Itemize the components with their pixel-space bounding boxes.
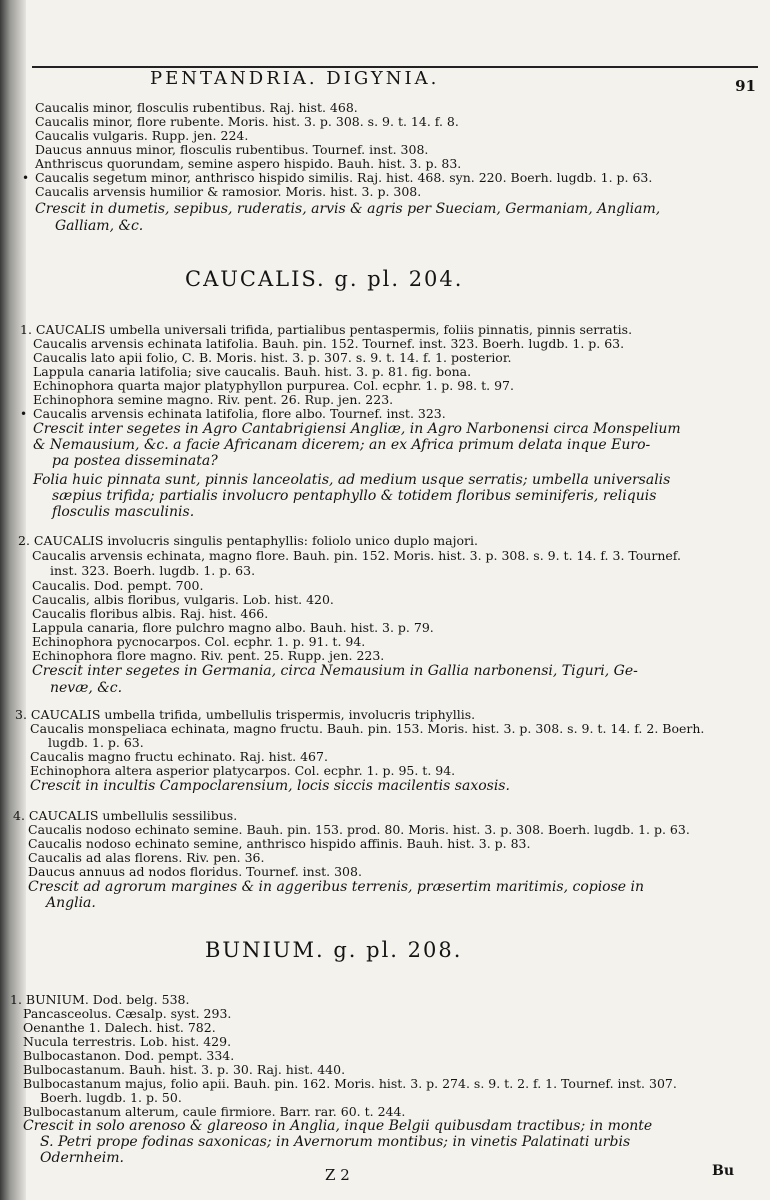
synonym-line: Bulbocastanum alterum, caule firmiore. Barr. rar. 60. t. 244.: [23, 1104, 406, 1119]
species-diagnosis: 1. CAUCALIS umbella universali trifida, partialibus pentaspermis, foliis pinnatis, pinnis serratis.: [20, 322, 633, 337]
synonym-line: Echinophora flore magno. Riv. pent. 25. Rupp. jen. 223.: [32, 648, 385, 663]
synonym-line: Caucalis arvensis echinata, magno flore. Bauh. pin. 152. Moris. hist. 3. p. 308. s. 9. t. 14. f. 3. Tournef.: [32, 548, 681, 563]
habitat-line: Crescit ad agrorum margines & in aggeribus terrenis, præsertim maritimis, copiose in: [28, 879, 645, 895]
habitat-line: Anglia.: [46, 895, 96, 911]
synonym-line: Echinophora pycnocarpos. Col. ecphr. 1. p. 91. t. 94.: [32, 634, 366, 649]
species-diagnosis: 2. CAUCALIS involucris singulis pentaphyllis: foliolo unico duplo majori.: [18, 533, 478, 548]
genus-heading-bunium: BUNIUM. g. pl. 208.: [205, 938, 463, 962]
synonym-line: Caucalis minor, flosculis rubentibus. Raj. hist. 468.: [35, 100, 358, 115]
synonym-line: Oenanthe 1. Dalech. hist. 782.: [23, 1020, 216, 1035]
habitat-line: Crescit in incultis Campoclarensium, locis siccis macilentis saxosis.: [30, 778, 510, 794]
synonym-line: Pancasceolus. Cæsalp. syst. 293.: [23, 1006, 232, 1021]
synonym-line: Caucalis nodoso echinato semine. Bauh. pin. 153. prod. 80. Moris. hist. 3. p. 308. Boerh. lugdb. 1. p. 63.: [28, 822, 690, 837]
running-header: PENTANDRIA. DIGYNIA.: [150, 68, 440, 89]
synonym-line: Caucalis arvensis echinata latifolia, flore albo. Tournef. inst. 323.: [33, 406, 446, 421]
habitat-line: nevæ, &c.: [50, 680, 123, 696]
synonym-line: Caucalis minor, flore rubente. Moris. hist. 3. p. 308. s. 9. t. 14. f. 8.: [35, 114, 459, 129]
habitat-line: Crescit inter segetes in Agro Cantabrigiensi Angliæ, in Agro Narbonensi circa Monspelium: [33, 421, 681, 437]
synonym-line: Echinophora altera asperior platycarpos. Col. ecphr. 1. p. 95. t. 94.: [30, 763, 456, 778]
synonym-line: inst. 323. Boerh. lugdb. 1. p. 63.: [50, 563, 256, 578]
synonym-line: Caucalis vulgaris. Rupp. jen. 224.: [35, 128, 249, 143]
description-line: Folia huic pinnata sunt, pinnis lanceolatis, ad medium usque serratis; umbella universalis: [33, 472, 671, 488]
synonym-line: Lappula canaria, flore pulchro magno albo. Bauh. hist. 3. p. 79.: [32, 620, 434, 635]
synonym-line: Caucalis floribus albis. Raj. hist. 466.: [32, 606, 269, 621]
synonym-line: Nucula terrestris. Lob. hist. 429.: [23, 1034, 232, 1049]
bullet-mark: •: [20, 407, 28, 421]
synonym-line: Caucalis arvensis humilior & ramosior. Moris. hist. 3. p. 308.: [35, 184, 422, 199]
synonym-line: Caucalis magno fructu echinato. Raj. hist. 467.: [30, 749, 328, 764]
habitat-line: Crescit inter segetes in Germania, circa Nemausium in Gallia narbonensi, Tiguri, Ge-: [32, 663, 638, 679]
habitat-line: Odernheim.: [40, 1150, 124, 1166]
species-diagnosis: 3. CAUCALIS umbella trifida, umbellulis trispermis, involucris triphyllis.: [15, 707, 476, 722]
page-number: 91: [735, 77, 756, 95]
habitat-line: S. Petri prope fodinas saxonicas; in Avernorum montibus; in vinetis Palatinati urbis: [40, 1134, 631, 1150]
synonym-line: Echinophora quarta major platyphyllon purpurea. Col. ecphr. 1. p. 98. t. 97.: [33, 378, 514, 393]
genus-heading-caucalis: CAUCALIS. g. pl. 204.: [185, 267, 464, 291]
synonym-line: Daucus annuus ad nodos floridus. Tournef. inst. 308.: [28, 864, 362, 879]
synonym-line: lugdb. 1. p. 63.: [48, 735, 144, 750]
synonym-line: Lappula canaria latifolia; sive caucalis. Bauh. hist. 3. p. 81. fig. bona.: [33, 364, 472, 379]
species-diagnosis: 4. CAUCALIS umbellulis sessilibus.: [13, 808, 238, 823]
description-line: flosculis masculinis.: [52, 504, 195, 520]
bullet-mark: •: [22, 171, 30, 185]
synonym-line: Caucalis monspeliaca echinata, magno fructu. Bauh. pin. 153. Moris. hist. 3. p. 308. s. 9. t. 14. f. 2. Boerh.: [30, 721, 705, 736]
species-diagnosis: 1. BUNIUM. Dod. belg. 538.: [10, 992, 190, 1007]
habitat-line: & Nemausium, &c. a facie Africanam dicerem; an ex Africa primum delata inque Euro-: [33, 437, 651, 453]
synonym-line: Caucalis lato apii folio, C. B. Moris. hist. 3. p. 307. s. 9. t. 14. f. 1. posterior.: [33, 350, 512, 365]
synonym-line: Caucalis segetum minor, anthrisco hispido similis. Raj. hist. 468. syn. 220. Boerh. lugdb. 1. p. 63.: [35, 170, 653, 185]
synonym-line: Bulbocastanum majus, folio apii. Bauh. pin. 162. Moris. hist. 3. p. 274. s. 9. t. 2. f. 1. Tournef. inst. 307.: [23, 1076, 677, 1091]
catchword: Bu: [712, 1163, 735, 1179]
signature-mark: Z 2: [325, 1166, 350, 1184]
synonym-line: Anthriscus quorundam, semine aspero hispido. Bauh. hist. 3. p. 83.: [35, 156, 462, 171]
synonym-line: Boerh. lugdb. 1. p. 50.: [40, 1090, 182, 1105]
synonym-line: Caucalis arvensis echinata latifolia. Bauh. pin. 152. Tournef. inst. 323. Boerh. lugdb. 1. p. 63.: [33, 336, 625, 351]
synonym-line: Bulbocastanum. Bauh. hist. 3. p. 30. Raj. hist. 440.: [23, 1062, 346, 1077]
synonym-line: Daucus annuus minor, flosculis rubentibus. Tournef. inst. 308.: [35, 142, 429, 157]
description-line: sæpius trifida; partialis involucro pentaphyllo & totidem floribus seminiferis, reliquis: [52, 488, 657, 504]
synonym-line: Caucalis ad alas florens. Riv. pen. 36.: [28, 850, 265, 865]
synonym-line: Caucalis nodoso echinato semine, anthrisco hispido affinis. Bauh. hist. 3. p. 83.: [28, 836, 531, 851]
synonym-line: Echinophora semine magno. Riv. pent. 26. Rup. jen. 223.: [33, 392, 394, 407]
synonym-line: Bulbocastanon. Dod. pempt. 334.: [23, 1048, 235, 1063]
synonym-line: Caucalis. Dod. pempt. 700.: [32, 578, 204, 593]
habitat-line: Crescit in dumetis, sepibus, ruderatis, arvis & agris per Sueciam, Germaniam, Angliam,: [35, 201, 661, 217]
habitat-line: Crescit in solo arenoso & glareoso in Anglia, inque Belgii quibusdam tractibus; in monte: [23, 1118, 653, 1134]
synonym-line: Caucalis, albis floribus, vulgaris. Lob. hist. 420.: [32, 592, 334, 607]
habitat-line: pa postea disseminata?: [52, 453, 218, 469]
habitat-line: Galliam, &c.: [55, 218, 144, 234]
